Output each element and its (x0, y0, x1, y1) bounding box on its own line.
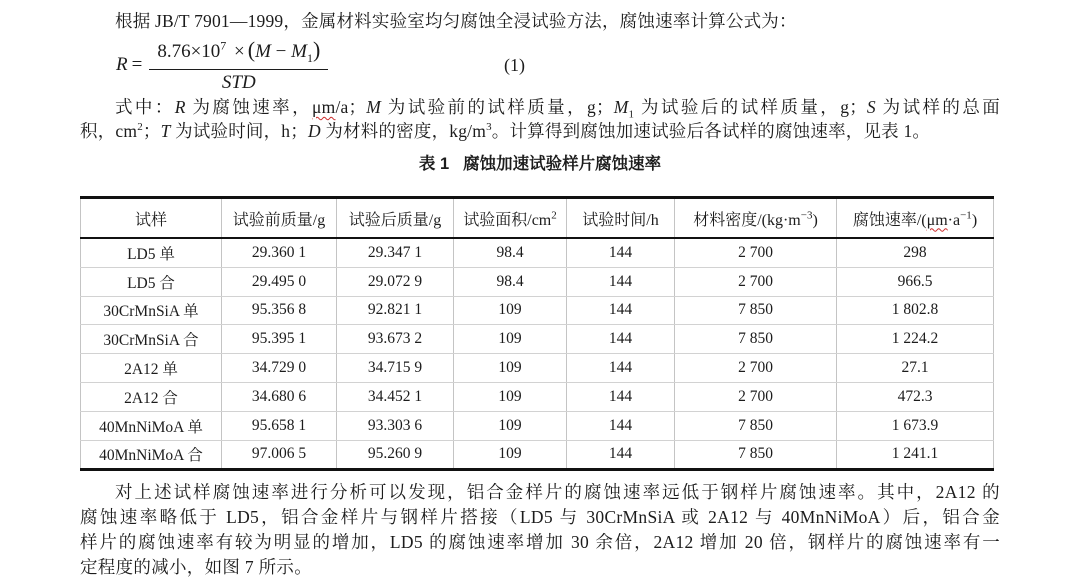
table-cell: 30CrMnSiA 合 (81, 325, 222, 354)
table-cell: 298 (837, 238, 994, 267)
text-segment: 式中： (115, 97, 175, 117)
text-segment: ； (142, 121, 161, 141)
text-segment: 为试样的总面 (875, 97, 1000, 117)
fraction (149, 37, 328, 94)
table-cell: 109 (454, 440, 567, 470)
text-segment: 为试验时间，h； (170, 121, 308, 141)
table-cell: LD5 合 (81, 267, 222, 296)
text-segment: S (866, 97, 876, 117)
table-cell: 1 673.9 (837, 411, 994, 440)
table-cell: 95.395 1 (222, 325, 337, 354)
text-segment: 为材料的密度，kg/m (320, 121, 487, 141)
text-segment: 为试验前的试样质量，g； (380, 97, 614, 117)
table-cell: 40MnNiMoA 单 (81, 411, 222, 440)
table-cell: 98.4 (454, 267, 567, 296)
table-row (81, 296, 994, 325)
text-segment: 2 (551, 209, 557, 222)
table-cell: 2 700 (675, 382, 837, 411)
table-caption-label: 表 1 (418, 155, 450, 173)
corrosion-rate-table (80, 196, 994, 471)
mass-after-subscript: 1 (306, 50, 313, 65)
table-cell: 29.360 1 (222, 238, 337, 267)
table-cell: 2 700 (675, 267, 837, 296)
text-segment: −3 (800, 209, 813, 222)
equation-number: (1) (504, 55, 525, 75)
exponent: 7 (220, 38, 227, 53)
analysis-paragraph (80, 480, 1000, 580)
table-row (81, 440, 994, 470)
table-caption (80, 153, 1000, 175)
equation-lhs: R (116, 54, 128, 76)
table-cell: 29.495 0 (222, 267, 337, 296)
table-cell: 7 850 (675, 411, 837, 440)
table-cell: 144 (567, 325, 675, 354)
table-cell: 95.356 8 (222, 296, 337, 325)
text-segment: 试验时间/h (582, 211, 659, 229)
table-cell: 109 (454, 354, 567, 383)
table-cell: 109 (454, 411, 567, 440)
table-cell: 93.303 6 (337, 411, 454, 440)
table-cell: 7 850 (675, 440, 837, 470)
text-segment: 3 (486, 121, 492, 134)
analysis-line: 对上述试样腐蚀速率进行分析可以发现，铝合金样片的腐蚀速率远低于钢样片腐蚀速率。其中，2A12 的 (115, 482, 1000, 503)
column-header (222, 198, 337, 239)
table-header-row (81, 198, 994, 239)
table-cell: 472.3 (837, 382, 994, 411)
table-cell: 7 850 (675, 325, 837, 354)
text-segment: 积，cm (80, 121, 138, 141)
table-row (81, 382, 994, 411)
text-segment: ·a (947, 211, 961, 229)
table-cell: 144 (567, 382, 675, 411)
table-cell: 95.658 1 (222, 411, 337, 440)
intro-paragraph: 根据 JB/T 7901—1999，金属材料实验室均匀腐蚀全浸试验方法，腐蚀速率计算公式为： (115, 11, 797, 31)
text-segment: D (307, 121, 321, 141)
column-header (454, 198, 567, 239)
analysis-line: 定程度的减小，如图 7 所示。 (80, 557, 312, 578)
table-cell: 144 (567, 238, 675, 267)
column-header (837, 198, 994, 239)
coefficient: 8.76×10 (157, 41, 221, 62)
text-segment: 材料密度/(kg·m (693, 211, 801, 229)
text-segment: 为试验后的试样质量，g； (634, 97, 867, 117)
table-cell: 29.347 1 (337, 238, 454, 267)
fraction-denominator: STD (221, 71, 256, 93)
table-cell: 144 (567, 267, 675, 296)
table-body (81, 238, 994, 470)
text-segment: 试验后质量/g (348, 211, 442, 229)
table-row (81, 411, 994, 440)
text-segment: ) (971, 211, 978, 229)
table-cell: 27.1 (837, 354, 994, 383)
table-cell: 144 (567, 411, 675, 440)
text-segment: 试样 (134, 211, 167, 229)
analysis-line: 样片的腐蚀速率有较为明显的增加，LD5 的腐蚀速率增加 30 余倍，2A12 增加 20 倍，钢样片的腐蚀速率有一 (80, 532, 1000, 553)
column-header (81, 198, 222, 239)
table-cell: 2A12 单 (81, 354, 222, 383)
table-header (81, 198, 994, 239)
table-cell: 34.715 9 (337, 354, 454, 383)
table-container (80, 196, 1000, 471)
text-segment: 腐蚀速率/( (852, 211, 927, 229)
multiply-sign: × (234, 41, 245, 62)
table-row (81, 354, 994, 383)
table-cell: 98.4 (454, 238, 567, 267)
text-segment: /a； (335, 97, 367, 117)
corrosion-rate-equation (116, 37, 328, 94)
document-content (80, 0, 1000, 580)
table-cell: 966.5 (837, 267, 994, 296)
table-cell: 109 (454, 325, 567, 354)
table-cell: 40MnNiMoA 合 (81, 440, 222, 470)
table-cell: 30CrMnSiA 单 (81, 296, 222, 325)
table-cell: 95.260 9 (337, 440, 454, 470)
table-cell: 2A12 合 (81, 382, 222, 411)
table-row (81, 238, 994, 267)
table-cell: 34.729 0 (222, 354, 337, 383)
text-segment: M (613, 97, 629, 117)
table-cell: 109 (454, 382, 567, 411)
table-cell: LD5 单 (81, 238, 222, 267)
text-segment: 。计算得到腐蚀加速试验后各试样的腐蚀速率，见表 1。 (491, 121, 931, 141)
equation-block (80, 35, 1000, 95)
table-cell: 144 (567, 354, 675, 383)
text-segment: −1 (960, 209, 972, 222)
table-cell: 29.072 9 (337, 267, 454, 296)
table-cell: 1 802.8 (837, 296, 994, 325)
text-segment: 1 (628, 108, 635, 121)
column-header (675, 198, 837, 239)
minus-sign: − (275, 41, 287, 62)
analysis-line: 腐蚀速率略低于 LD5，铝合金样片与钢样片搭接（LD5 与 30CrMnSiA 或 2A12 与 40MnNiMoA）后，铝合金 (80, 507, 1000, 528)
mass-before-symbol: M (255, 41, 271, 62)
table-cell: 2 700 (675, 354, 837, 383)
table-cell: 1 224.2 (837, 325, 994, 354)
close-paren: ) (312, 37, 321, 62)
fraction-numerator (149, 37, 328, 70)
text-segment: 试验面积/cm (463, 211, 552, 229)
table-cell: 144 (567, 296, 675, 325)
table-cell: 92.821 1 (337, 296, 454, 325)
table-cell: 144 (567, 440, 675, 470)
table-cell: 34.680 6 (222, 382, 337, 411)
column-header (337, 198, 454, 239)
table-caption-title: 腐蚀加速试验样片腐蚀速率 (463, 155, 662, 173)
text-segment: M (366, 97, 381, 117)
equals-sign: = (131, 54, 143, 76)
table-row (81, 267, 994, 296)
table-cell: 109 (454, 296, 567, 325)
table-cell: 1 241.1 (837, 440, 994, 470)
column-header (567, 198, 675, 239)
table-row (81, 325, 994, 354)
text-segment: T (160, 121, 171, 141)
variable-definitions-line-1 (80, 95, 1000, 119)
text-segment: μm (312, 97, 336, 117)
open-paren: ( (247, 37, 256, 62)
text-segment: μm (926, 211, 948, 229)
variable-definitions-line-2 (80, 119, 1000, 143)
mass-after-symbol: M (291, 41, 307, 62)
text-segment: ) (812, 211, 818, 229)
table-cell: 7 850 (675, 296, 837, 325)
table-cell: 97.006 5 (222, 440, 337, 470)
text-segment: R (174, 97, 186, 117)
text-segment: 试验前质量/g (232, 211, 326, 229)
text-segment: 2 (137, 121, 143, 134)
table-cell: 2 700 (675, 238, 837, 267)
text-segment: 为腐蚀速率， (185, 97, 313, 117)
table-cell: 93.673 2 (337, 325, 454, 354)
table-cell: 34.452 1 (337, 382, 454, 411)
